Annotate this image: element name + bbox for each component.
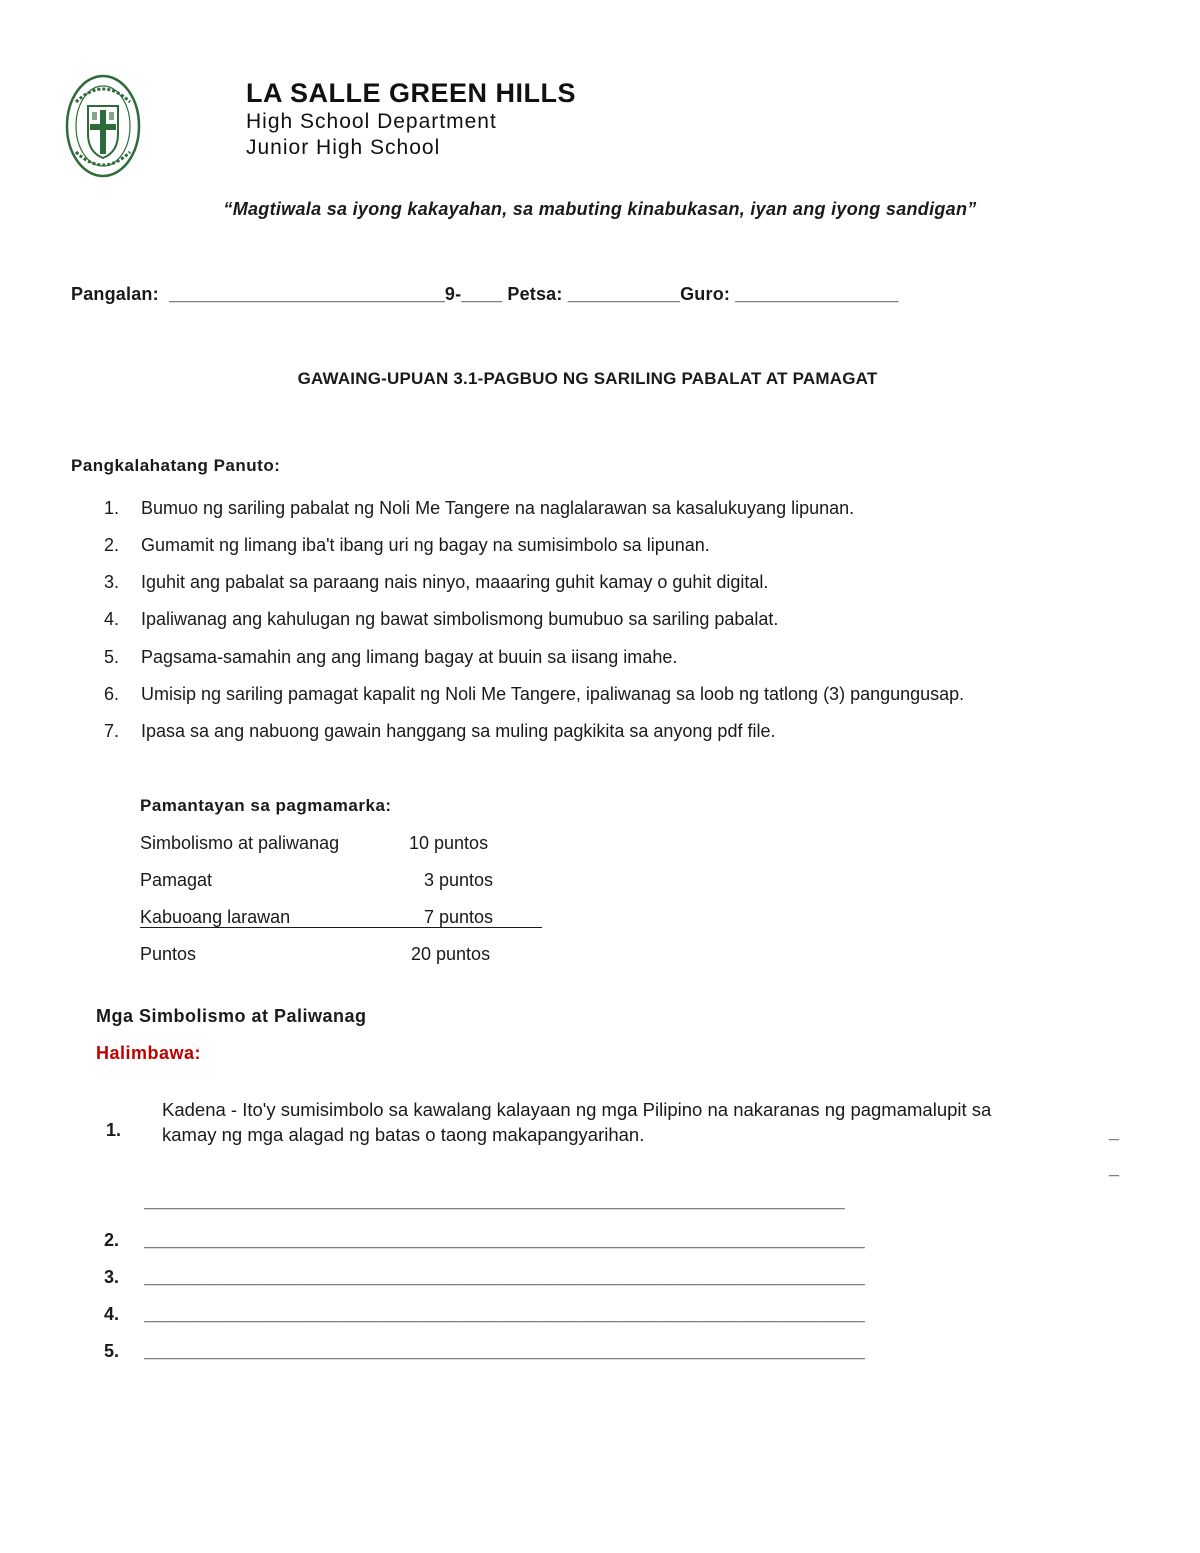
instructions-heading: Pangkalahatang Panuto: [71, 456, 281, 475]
instruction-item [104, 647, 677, 668]
rubric-label: Puntos [140, 944, 197, 964]
instruction-item [104, 721, 775, 742]
instruction-text: Umisip ng sariling pamagat kapalit ng Noli Me Tangere, ipaliwanag sa loob ng tatlong (3) pangungusap. [141, 684, 965, 704]
rubric-label: Kabuoang larawan [140, 907, 291, 927]
side-mark: _ [1109, 1158, 1120, 1178]
answer-blank[interactable]: ________________________________________________________________________ [144, 1230, 865, 1250]
answer-blank[interactable]: ______________________________________________________________________ [144, 1191, 845, 1211]
instruction-item [104, 498, 854, 519]
student-info-line: Pangalan: ___________________________9-____ Petsa: ___________Guro: ________________ [71, 284, 899, 304]
instruction-number: 4. [104, 609, 120, 629]
instruction-text: Iguhit ang pabalat sa paraang nais ninyo, maaaring guhit kamay o guhit digital. [141, 572, 769, 592]
answer-blank[interactable]: ________________________________________________________________________ [144, 1267, 865, 1287]
rubric-total-divider [140, 927, 542, 928]
instruction-item [104, 535, 710, 556]
example-label: Halimbawa: [96, 1043, 202, 1063]
rubric-points: 20 puntos [411, 944, 491, 964]
example-number: 1. [106, 1120, 122, 1140]
answer-blank[interactable]: ________________________________________________________________________ [144, 1304, 865, 1324]
instruction-number: 1. [104, 498, 120, 518]
rubric-heading: Pamantayan sa pagmamarka: [140, 796, 392, 815]
instruction-item [104, 572, 768, 593]
instruction-item [104, 609, 778, 630]
rubric-label: Simbolismo at paliwanag [140, 833, 340, 853]
instruction-number: 5. [104, 647, 120, 667]
instruction-number: 3. [104, 572, 120, 592]
activity-title: GAWAING-UPUAN 3.1-PAGBUO NG SARILING PABALAT AT PAMAGAT [297, 369, 878, 388]
instruction-number: 7. [104, 721, 120, 741]
rubric-points: 10 puntos [409, 833, 489, 853]
rubric-label: Pamagat [140, 870, 213, 890]
instruction-number: 6. [104, 684, 120, 704]
school-name: LA SALLE GREEN HILLS [246, 78, 577, 108]
answer-number: 5. [104, 1341, 120, 1361]
instruction-text: Ipaliwanag ang kahulugan ng bawat simbolismong bumubuo sa sariling pabalat. [141, 609, 779, 629]
answer-number: 4. [104, 1304, 120, 1324]
example-text: Kadena - Ito'y sumisimbolo sa kawalang kalayaan ng mga Pilipino na nakaranas ng pagmamalupit sa kamay ng mga alagad ng batas o taong makapangyarihan. [162, 1099, 992, 1145]
answer-blank[interactable]: ________________________________________________________________________ [144, 1341, 865, 1361]
instruction-text: Ipasa sa ang nabuong gawain hanggang sa muling pagkikita sa anyong pdf file. [141, 721, 776, 741]
rubric-points: 3 puntos [424, 870, 494, 890]
department-name: High School Department [246, 110, 497, 133]
answer-number: 3. [104, 1267, 120, 1287]
instruction-number: 2. [104, 535, 120, 555]
motto: “Magtiwala sa iyong kakayahan, sa mabuting kinabukasan, iyan ang iyong sandigan” [223, 199, 977, 219]
symbols-heading: Mga Simbolismo at Paliwanag [96, 1006, 367, 1026]
instruction-item [104, 684, 964, 705]
instruction-text: Gumamit ng limang iba't ibang uri ng bagay na sumisimbolo sa lipunan. [141, 535, 710, 555]
instruction-text: Pagsama-samahin ang ang limang bagay at buuin sa iisang imahe. [141, 647, 678, 667]
school-seal-icon [64, 72, 142, 180]
answer-number: 2. [104, 1230, 120, 1250]
rubric-points: 7 puntos [424, 907, 494, 927]
division-name: Junior High School [246, 136, 441, 159]
instruction-text: Bumuo ng sariling pabalat ng Noli Me Tangere na naglalarawan sa kasalukuyang lipunan. [141, 498, 855, 518]
side-mark: _ [1109, 1122, 1120, 1142]
